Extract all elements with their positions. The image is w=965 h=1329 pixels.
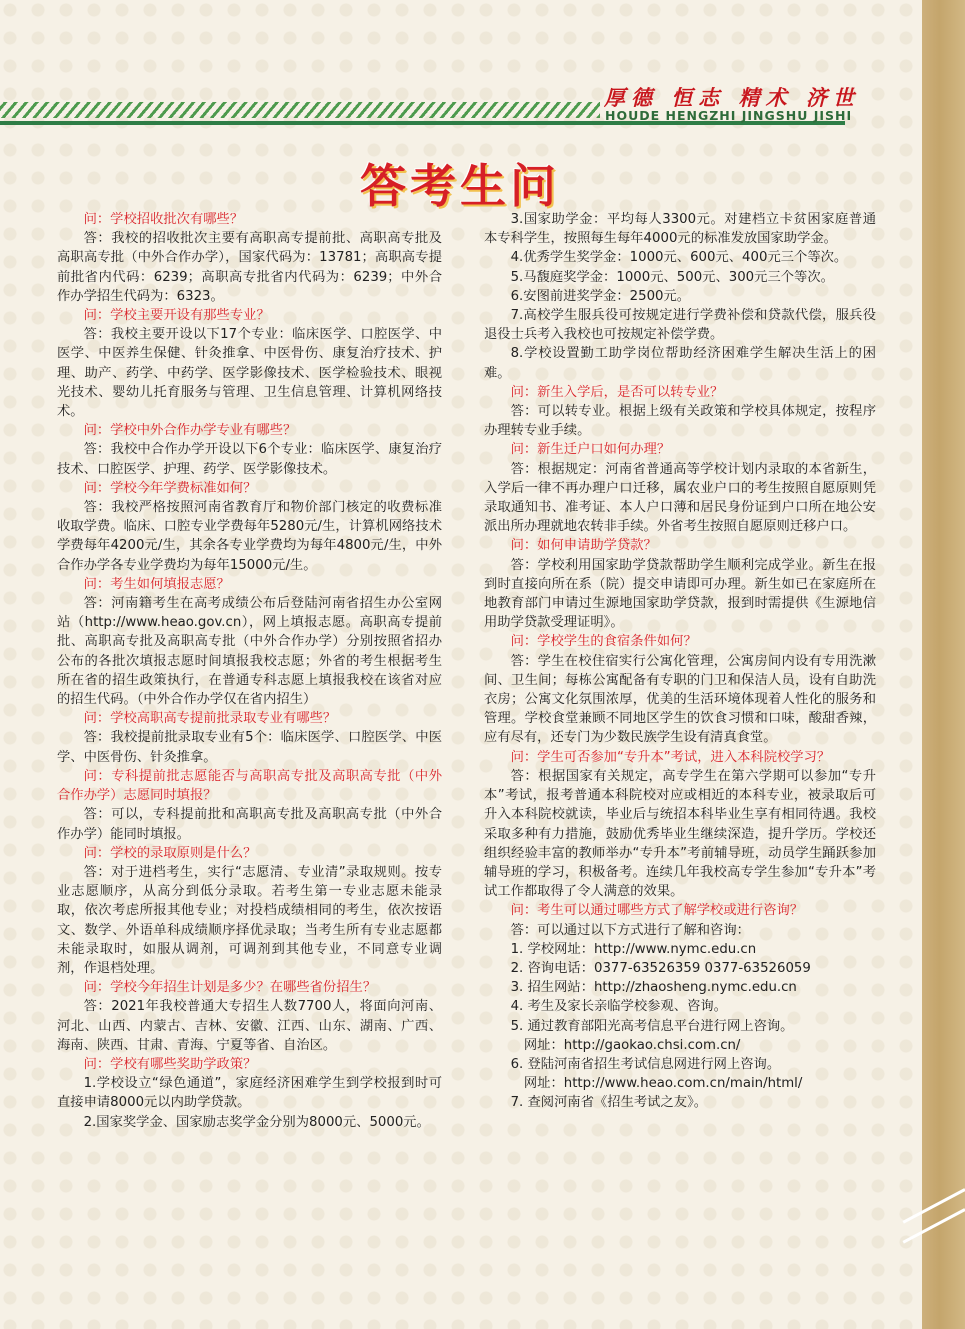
answer-paragraph: 答：可以转专业。根据上级有关政策和学校具体规定，按程序办理转专业手续。	[484, 404, 876, 439]
header-hatch-band	[0, 102, 600, 118]
question: 问：学校今年学费标准如何？	[83, 480, 257, 496]
answer-paragraph: 答：我校严格按照河南省教育厅和物价部门核定的收费标准收取学费。临床、口腔专业学费每年5280元/生，计算机网络技术学费每年4200元/生，其余各专业学费均为每年4800元/生，中外合作办学各专业学费均为每年15000元/生。	[57, 500, 442, 573]
list-item: 6. 登陆河南省招生考试信息网进行网上咨询。	[510, 1056, 781, 1072]
school-motto: 厚德 恒志 精术 济世	[604, 85, 860, 110]
answer-paragraph: 答：根据规定：河南省普通高等学校计划内录取的本省新生，入学后一律不再办理户口迁移，属农业户口的考生按照自愿原则凭录取通知书、准考证、本人户口薄和居民身份证到户口所在地公安派出所办理就地农转非手续。外省考生按照自愿原则迁移户口。	[484, 461, 876, 535]
question: 问：考生如何填报志愿？	[83, 576, 230, 592]
answer-paragraph: 答：我校主要开设以下17个专业：临床医学、口腔医学、中医学、中医养生保健、针灸推拿、中医骨伤、康复治疗技术、护理、助产、药学、中药学、医学影像技术、医学检验技术、眼视光技术、婴幼儿托育服务与管理、卫生信息管理、计算机网络技术。	[57, 327, 442, 420]
question: 问：学校招收批次有哪些？	[83, 212, 244, 227]
answer-paragraph: 6.安图前进奖学金：2500元。	[510, 288, 691, 304]
right-column	[484, 210, 876, 1113]
question: 问：考生可以通过哪些方式了解学校或进行咨询？	[510, 903, 804, 919]
question: 问：学校高职高专提前批录取专业有哪些？	[83, 711, 337, 727]
question: 问：学生可否参加“专升本”考试，进入本科院校学习？	[510, 749, 831, 765]
answer-paragraph: 2.国家奖学金、国家励志奖学金分别为8000元、5000元。	[83, 1114, 430, 1130]
list-item: 5. 通过教育部阳光高考信息平台进行网上咨询。	[510, 1018, 794, 1034]
question: 问：学校主要开设有那些专业？	[83, 308, 270, 324]
answer-paragraph: 答：根据国家有关规定，高专学生在第六学期可以参加“专升本”考试，报考普通本科院校对应或相近的本科专业，被录取后可升入本科院校就读，毕业后与统招本科毕业生享有相同待遇。我校采取多种有力措施，鼓励优秀毕业生继续深造，提升学历。学校还组织经验丰富的教师举办“专升本”考前辅导班，动员学生踊跃参加辅导班的学习，积极备考。连续几年我校高专学生参加“专升本”考试工作都取得了令人满意的效果。	[484, 768, 876, 900]
answer-paragraph: 8.学校设置勤工助学岗位帮助经济困难学生解决生活上的困难。	[484, 346, 876, 381]
answer-paragraph: 7.高校学生服兵役可按规定进行学费补偿和贷款代偿，服兵役退役士兵考入我校也可按规定补偿学费。	[484, 308, 876, 343]
answer-paragraph: 4.优秀学生奖学金：1000元、600元、400元三个等次。	[510, 250, 848, 266]
question: 问：如何申请助学贷款？	[510, 538, 657, 554]
question: 问：学校学生的食宿条件如何？	[510, 634, 697, 650]
list-item: 网址：http://gaokao.chsi.com.cn/	[523, 1037, 741, 1053]
answer-paragraph: 答：可以，专科提前批和高职高专批及高职高专批（中外合作办学）能同时填报。	[57, 807, 442, 842]
question: 问：学校中外合作办学专业有哪些？	[83, 423, 297, 439]
answer-paragraph: 答：河南籍考生在高考成绩公布后登陆河南省招生办公室网站（http://www.heao.gov.cn），网上填报志愿。高职高专提前批、高职高专批及高职高专批（中外合作办学）分别按照省招办公布的各批次填报志愿时间填报我校志愿；外省的考生根据考生所在省的招生政策执行，在普通专科志愿上填报我校在该省对应的招生代码。（中外合作办学仅在省内招生）	[57, 596, 442, 708]
answer-paragraph: 答：学生在校住宿实行公寓化管理，公寓房间内设有专用洗漱间、卫生间；每栋公寓配备有专职的门卫和保洁人员，设有自助洗衣房；公寓文化氛围浓厚，优美的生活环境体现着人性化的服务和管理。学校食堂兼顾不同地区学生的饮食习惯和口味，酸甜香辣，应有尽有，还专门为少数民族学生设有清真食堂。	[484, 653, 876, 746]
answer-paragraph: 1.学校设立“绿色通道”，家庭经济困难学生到学校报到时可直接申请8000元以内助学贷款。	[57, 1076, 442, 1111]
question: 问：学校今年招生计划是多少？在哪些省份招生？	[83, 980, 377, 996]
question: 问：专科提前批志愿能否与高职高专批及高职高专批（中外合作办学）志愿同时填报？	[57, 768, 442, 804]
answer-paragraph: 答：我校的招收批次主要有高职高专提前批、高职高专批及高职高专批（中外合作办学），国家代码为：13781；高职高专提前批省内代码：6239；高职高专批省内代码为：6239；中外合作办学招生代码为：6323。	[57, 231, 442, 304]
side-texture-band	[922, 0, 965, 1329]
answer-paragraph: 答：我校中合作办学开设以下6个专业：临床医学、康复治疗技术、口腔医学、护理、药学、医学影像技术。	[57, 442, 442, 477]
list-item: 1. 学校网址：http://www.nymc.edu.cn	[510, 941, 757, 957]
answer-paragraph: 答：我校提前批录取专业有5个：临床医学、口腔医学、中医学、中医骨伤、针灸推拿。	[57, 730, 442, 765]
list-item: 3. 招生网站：http://zhaosheng.nymc.edu.cn	[510, 980, 797, 996]
answer-paragraph: 答：可以通过以下方式进行了解和咨询：	[510, 922, 750, 938]
question: 问：学校的录取原则是什么？	[83, 845, 257, 861]
question: 问：新生迁户口如何办理？	[510, 442, 671, 458]
answer-paragraph: 答：2021年我校普通大专招生人数7700人，将面向河南、河北、山西、内蒙古、吉林、安徽、江西、山东、湖南、广西、海南、陕西、甘肃、青海、宁夏等省、自治区。	[57, 999, 442, 1053]
answer-paragraph: 答：学校利用国家助学贷款帮助学生顺利完成学业。新生在报到时直接向所在系（院）提交申请即可办理。新生如已在家庭所在地教育部门申请过生源地国家助学贷款，报到时需提供《生源地信用助学贷款受理证明》。	[484, 557, 876, 631]
question: 问：学校有哪些奖助学政策？	[83, 1056, 257, 1072]
left-column	[57, 210, 442, 1132]
list-item: 4. 考生及家长亲临学校参观、咨询。	[510, 999, 727, 1015]
answer-paragraph: 答：对于进档考生，实行“志愿清、专业清”录取规则。按专业志愿顺序，从高分到低分录取。若考生第一专业志愿未能录取，依次考虑所报其他专业；对投档成绩相同的考生，依次按语文、数学、外语单科成绩顺序择优录取；当考生所有专业志愿都未能录取时，如服从调剂，可调剂到其他专业，不同意专业调剂，作退档处理。	[57, 864, 442, 976]
list-item: 网址：http://www.heao.com.cn/main/html/	[523, 1076, 803, 1092]
list-item: 2. 咨询电话：0377-63526359 0377-63526059	[510, 960, 811, 976]
school-motto-pinyin: HOUDE HENGZHI JINGSHU JISHI	[605, 108, 853, 123]
answer-paragraph: 3.国家助学金：平均每人3300元。对建档立卡贫困家庭普通本专科学生，按照每生每年4000元的标准发放国家助学金。	[484, 212, 876, 247]
page-title: 答考生问	[360, 159, 560, 213]
answer-paragraph: 5.马馥庭奖学金：1000元、500元、300元三个等次。	[510, 269, 834, 285]
question: 问：新生入学后，是否可以转专业？	[510, 384, 724, 400]
list-item: 7. 查阅河南省《招生考试之友》。	[510, 1095, 708, 1111]
